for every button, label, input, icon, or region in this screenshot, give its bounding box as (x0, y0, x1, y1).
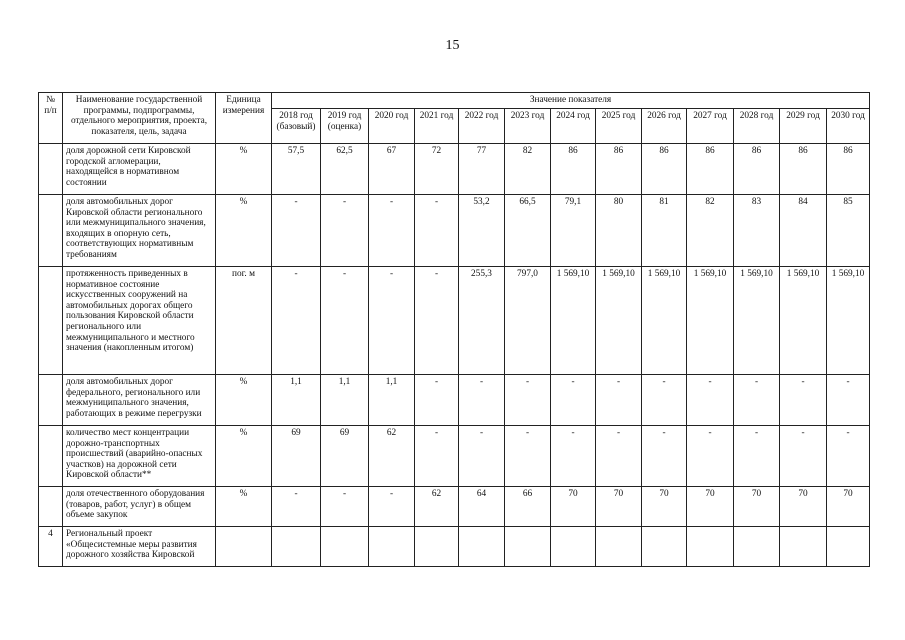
value-cell: 1,1 (272, 375, 321, 426)
value-cell: 70 (596, 487, 642, 527)
row-number (39, 144, 63, 195)
value-cell: - (642, 375, 687, 426)
value-cell: - (272, 487, 321, 527)
header-name: Наименование государственной программы, подпрограммы, отдельного мероприятия, проекта, показателя, цель, задача (63, 93, 216, 144)
indicator-unit: % (216, 144, 272, 195)
value-cell: - (459, 375, 505, 426)
value-cell: 53,2 (459, 195, 505, 267)
value-cell: 82 (687, 195, 734, 267)
row-number: 4 (39, 527, 63, 567)
header-year: 2025 год (596, 109, 642, 144)
indicators-table (38, 92, 870, 567)
value-cell: - (687, 375, 734, 426)
indicator-unit: % (216, 195, 272, 267)
value-cell: 62,5 (321, 144, 369, 195)
value-cell: 86 (734, 144, 780, 195)
value-cell: 1 569,10 (734, 267, 780, 375)
value-cell: - (596, 426, 642, 487)
indicator-unit (216, 527, 272, 567)
value-cell: - (551, 375, 596, 426)
header-year: 2023 год (505, 109, 551, 144)
header-year: 2019 год (оценка) (321, 109, 369, 144)
value-cell: - (415, 195, 459, 267)
value-cell: - (321, 267, 369, 375)
value-cell: 72 (415, 144, 459, 195)
indicator-name: Региональный проект «Общесистемные меры развития дорожного хозяйства Кировской (63, 527, 216, 567)
header-year: 2027 год (687, 109, 734, 144)
indicator-name: протяженность приведенных в нормативное состояние искусственных сооружений на автомобильных дорогах общего пользования Кировской области регионального или межмуниципального и местного значения (накопленным итогом) (63, 267, 216, 375)
value-cell: 86 (596, 144, 642, 195)
value-cell: - (369, 487, 415, 527)
value-cell: - (369, 195, 415, 267)
header-year: 2021 год (415, 109, 459, 144)
value-cell (827, 527, 870, 567)
row-number (39, 375, 63, 426)
value-cell (369, 527, 415, 567)
table-body (39, 144, 870, 567)
value-cell: 86 (687, 144, 734, 195)
value-cell (551, 527, 596, 567)
value-cell: 62 (415, 487, 459, 527)
indicator-name: доля отечественного оборудования (товаров, работ, услуг) в общем объеме закупок (63, 487, 216, 527)
header-unit: Единица измерения (216, 93, 272, 144)
value-cell: 62 (369, 426, 415, 487)
row-number (39, 195, 63, 267)
value-cell: 80 (596, 195, 642, 267)
value-cell: - (505, 375, 551, 426)
indicator-unit: % (216, 375, 272, 426)
table-row (39, 144, 870, 195)
value-cell (459, 527, 505, 567)
value-cell: - (369, 267, 415, 375)
value-cell: 1 569,10 (642, 267, 687, 375)
value-cell (734, 527, 780, 567)
header-indicator-value: Значение показателя (272, 93, 870, 109)
value-cell: 1 569,10 (687, 267, 734, 375)
row-number (39, 267, 63, 375)
header-year: 2030 год (827, 109, 870, 144)
indicator-name: доля дорожной сети Кировской городской агломерации, находящейся в нормативном состоянии (63, 144, 216, 195)
table-row (39, 195, 870, 267)
value-cell (321, 527, 369, 567)
value-cell: 79,1 (551, 195, 596, 267)
value-cell: 86 (551, 144, 596, 195)
value-cell: - (734, 375, 780, 426)
value-cell: - (505, 426, 551, 487)
value-cell: - (272, 195, 321, 267)
value-cell: 64 (459, 487, 505, 527)
value-cell: 85 (827, 195, 870, 267)
value-cell: 86 (827, 144, 870, 195)
value-cell (415, 527, 459, 567)
header-year: 2022 год (459, 109, 505, 144)
value-cell: 1 569,10 (780, 267, 827, 375)
indicator-name: количество мест концентрации дорожно-транспортных происшествий (аварийно-опасных участков) на дорожной сети Кировской области** (63, 426, 216, 487)
value-cell: - (415, 426, 459, 487)
value-cell: 77 (459, 144, 505, 195)
value-cell: 69 (272, 426, 321, 487)
value-cell: 81 (642, 195, 687, 267)
page-number: 15 (445, 38, 460, 53)
value-cell: 66 (505, 487, 551, 527)
indicator-unit: пог. м (216, 267, 272, 375)
value-cell: - (827, 426, 870, 487)
value-cell: - (415, 375, 459, 426)
value-cell: 69 (321, 426, 369, 487)
value-cell: 86 (642, 144, 687, 195)
value-cell: 1 569,10 (827, 267, 870, 375)
indicator-name: доля автомобильных дорог Кировской области регионального или межмуниципального значения, входящих в опорную сеть, соответствующих нормативным требованиям (63, 195, 216, 267)
value-cell (780, 527, 827, 567)
header-number: № п/п (39, 93, 63, 144)
value-cell (596, 527, 642, 567)
value-cell: 70 (642, 487, 687, 527)
table-row (39, 267, 870, 375)
value-cell: - (415, 267, 459, 375)
value-cell: - (827, 375, 870, 426)
indicator-unit: % (216, 487, 272, 527)
row-number (39, 426, 63, 487)
header-year: 2018 год (базовый) (272, 109, 321, 144)
header-year: 2024 год (551, 109, 596, 144)
value-cell: 66,5 (505, 195, 551, 267)
value-cell: - (321, 195, 369, 267)
value-cell: 1 569,10 (551, 267, 596, 375)
value-cell (505, 527, 551, 567)
value-cell: - (321, 487, 369, 527)
header-year: 2028 год (734, 109, 780, 144)
value-cell: 70 (551, 487, 596, 527)
table-row (39, 426, 870, 487)
value-cell: 70 (780, 487, 827, 527)
value-cell: 1,1 (369, 375, 415, 426)
value-cell: - (687, 426, 734, 487)
table-row (39, 487, 870, 527)
header-year: 2029 год (780, 109, 827, 144)
value-cell: 67 (369, 144, 415, 195)
value-cell: 70 (687, 487, 734, 527)
header-year: 2020 год (369, 109, 415, 144)
value-cell: 1 569,10 (596, 267, 642, 375)
value-cell: 82 (505, 144, 551, 195)
value-cell (272, 527, 321, 567)
table-row (39, 375, 870, 426)
value-cell: - (551, 426, 596, 487)
value-cell (687, 527, 734, 567)
value-cell: - (459, 426, 505, 487)
value-cell: 86 (780, 144, 827, 195)
value-cell: - (780, 375, 827, 426)
value-cell: 797,0 (505, 267, 551, 375)
value-cell: 1,1 (321, 375, 369, 426)
value-cell: - (596, 375, 642, 426)
row-number (39, 487, 63, 527)
value-cell (642, 527, 687, 567)
table-header (39, 93, 870, 144)
value-cell: 255,3 (459, 267, 505, 375)
header-year: 2026 год (642, 109, 687, 144)
value-cell: 70 (827, 487, 870, 527)
value-cell: 83 (734, 195, 780, 267)
value-cell: - (780, 426, 827, 487)
value-cell: 70 (734, 487, 780, 527)
table-row (39, 527, 870, 567)
value-cell: - (734, 426, 780, 487)
value-cell: 84 (780, 195, 827, 267)
value-cell: - (642, 426, 687, 487)
value-cell: - (272, 267, 321, 375)
indicator-unit: % (216, 426, 272, 487)
value-cell: 57,5 (272, 144, 321, 195)
indicator-name: доля автомобильных дорог федерального, регионального или межмуниципального значения, работающих в режиме перегрузки (63, 375, 216, 426)
